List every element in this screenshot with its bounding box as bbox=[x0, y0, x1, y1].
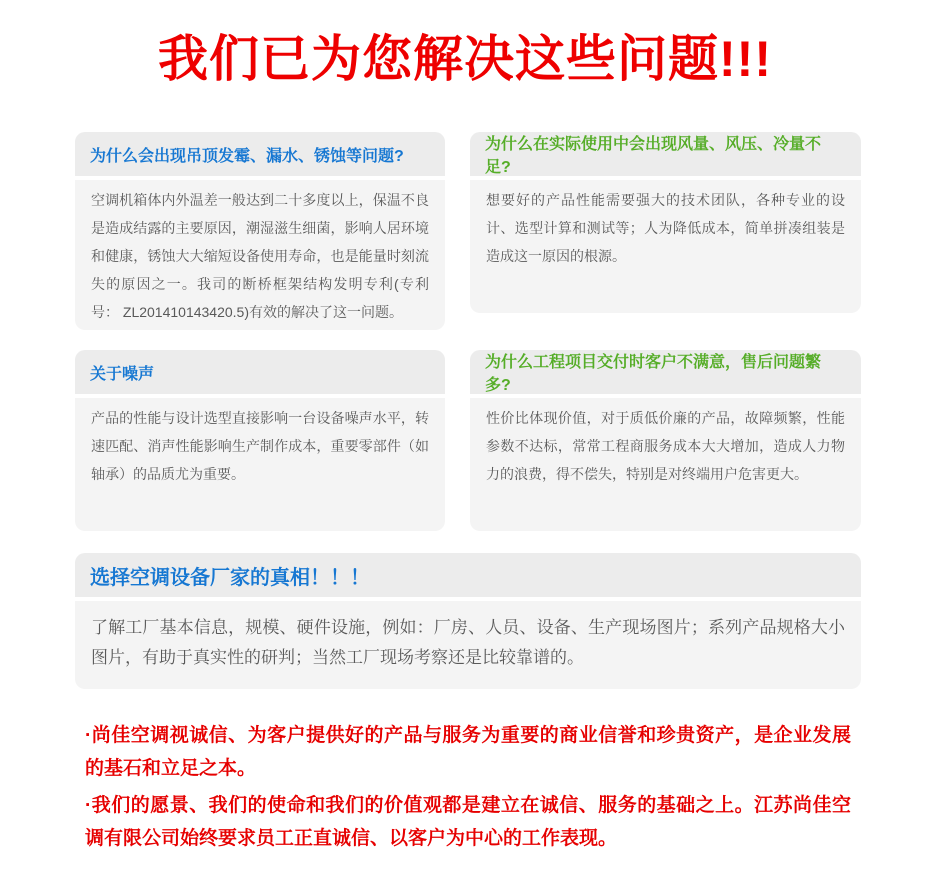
card-factory-truth bbox=[75, 553, 861, 689]
card-body-noise: 产品的性能与设计选型直接影响一台设备噪声水平，转速匹配、消声性能影响生产制作成本，重要零部件（如轴承）的品质尤为重要。 bbox=[75, 398, 445, 531]
content-area bbox=[75, 132, 861, 855]
card-body-after-sales: 性价比体现价值，对于质低价廉的产品，故障频繁，性能参数不达标，常常工程商服务成本大大增加，造成人力物力的浪费，得不偿失，特别是对终端用户危害更大。 bbox=[470, 398, 861, 531]
card-after-sales bbox=[470, 350, 861, 531]
card-heading-noise: 关于噪声 bbox=[75, 350, 445, 394]
card-heading-performance: 为什么在实际使用中会出现风量、风压、冷量不足? bbox=[470, 132, 861, 176]
page-title: 我们已为您解决这些问题!!! bbox=[158, 31, 772, 87]
card-body-condensation: 空调机箱体内外温差一般达到二十多度以上，保温不良是造成结露的主要原因，潮湿滋生细菌，影响人居环境和健康，锈蚀大大缩短设备使用寿命，也是能量时刻流失的原因之一。我司的断桥框架结构发明专利(专利号： ZL201410143420.5)有效的解决了这一问题。 bbox=[75, 180, 445, 330]
cards-row-2 bbox=[75, 350, 861, 531]
card-body-performance: 想要好的产品性能需要强大的技术团队，各种专业的设计、选型计算和测试等；人为降低成本，简单拼凑组装是造成这一原因的根源。 bbox=[470, 180, 861, 313]
note-integrity: ·尚佳空调视诚信、为客户提供好的产品与服务为重要的商业信誉和珍贵资产，是企业发展的基石和立足之本。 bbox=[85, 725, 851, 779]
card-performance-problem bbox=[470, 132, 861, 313]
card-noise bbox=[75, 350, 445, 531]
card-heading-after-sales: 为什么工程项目交付时客户不满意，售后问题繁多? bbox=[470, 350, 861, 394]
notes-section bbox=[75, 719, 861, 855]
cards-row-1 bbox=[75, 132, 861, 330]
card-condensation-problem bbox=[75, 132, 445, 330]
card-body-factory-truth: 了解工厂基本信息，规模、硬件设施，例如：厂房、人员、设备、生产现场图片；系列产品规格大小图片，有助于真实性的研判；当然工厂现场考察还是比较靠谱的。 bbox=[75, 601, 861, 689]
card-heading-condensation: 为什么会出现吊顶发霉、漏水、锈蚀等问题? bbox=[75, 132, 445, 176]
note-vision: ·我们的愿景、我们的使命和我们的价值观都是建立在诚信、服务的基础之上。江苏尚佳空调有限公司始终要求员工正直诚信、以客户为中心的工作表现。 bbox=[85, 795, 851, 849]
card-heading-factory-truth: 选择空调设备厂家的真相！！！ bbox=[75, 553, 861, 597]
